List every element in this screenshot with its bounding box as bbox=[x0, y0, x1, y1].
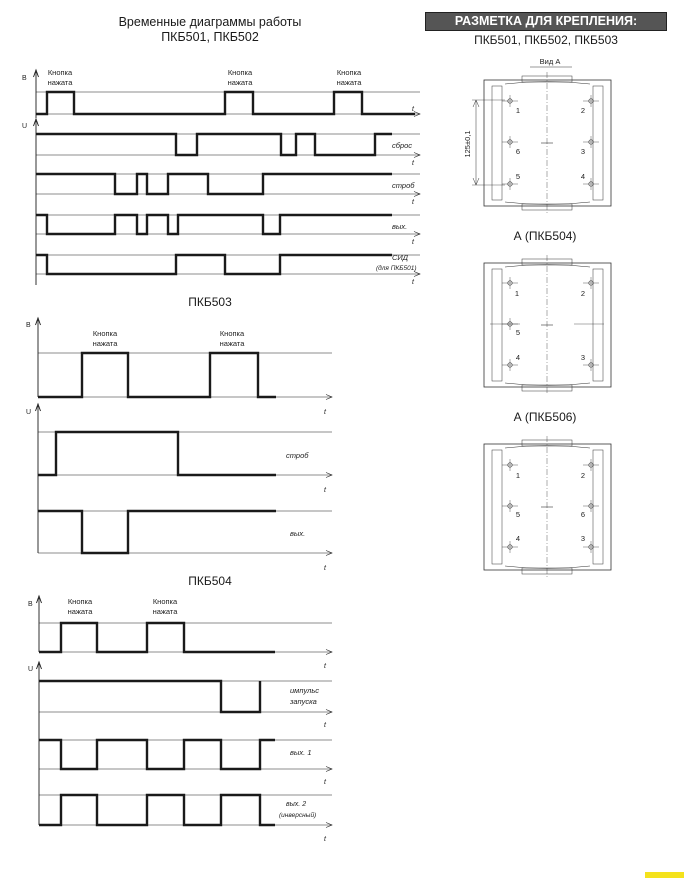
d3-b-trace bbox=[39, 623, 275, 652]
m1-hole-3-label: 3 bbox=[580, 147, 586, 156]
d2-b-label: B bbox=[26, 322, 31, 329]
d3-out1-t-label: t bbox=[324, 779, 326, 786]
decorative-strip bbox=[645, 872, 684, 878]
d2-press-label-b-1: Кнопка bbox=[219, 329, 245, 338]
d1-row1-t-label: t bbox=[412, 199, 414, 206]
d3-label-output2-note: (инверсный) bbox=[279, 812, 317, 819]
d1-label-strobe: строб bbox=[392, 181, 415, 190]
d3-press-label-b-1: Кнопка bbox=[152, 597, 178, 606]
d3-label-pulse-1: импульс bbox=[290, 686, 320, 695]
mount-pkb506-label: А (ПКБ506) bbox=[513, 410, 577, 424]
d2-b-trace bbox=[38, 353, 276, 397]
d3-label-output1: вых. 1 bbox=[290, 748, 312, 757]
m2-hole-1-label: 1 bbox=[514, 289, 520, 298]
m3-hole-4-label: 4 bbox=[515, 534, 521, 543]
d3-u-label: U bbox=[28, 666, 34, 673]
m1-dimension-label: 125±0,1 bbox=[463, 130, 472, 158]
mounting-banner: РАЗМЕТКА ДЛЯ КРЕПЛЕНИЯ: bbox=[425, 12, 667, 31]
d3-pulse-t-label: t bbox=[324, 722, 326, 729]
timing-title-line1: Временные диаграммы работы bbox=[118, 15, 302, 29]
d3-press-label-a-2: нажата bbox=[67, 607, 93, 616]
d2-label-output: вых. bbox=[290, 529, 306, 538]
d3-press-label-a-1: Кнопка bbox=[67, 597, 93, 606]
d3-label-pulse-2: запуска bbox=[290, 697, 317, 706]
m2-right-channel bbox=[593, 269, 603, 381]
d1-row3-t-label: t bbox=[412, 279, 414, 286]
d3-out2-t-label: t bbox=[324, 836, 326, 843]
d1-row2-t-label: t bbox=[412, 239, 414, 246]
m1-left-channel bbox=[492, 86, 502, 200]
d3-label-output2: вых. 2 bbox=[286, 801, 307, 808]
d1-label-led-note: (для ПКБ501) bbox=[376, 265, 417, 272]
m2-hole-2-label: 2 bbox=[580, 289, 586, 298]
m3-left-channel bbox=[492, 450, 502, 564]
d3-b-label: B bbox=[28, 601, 33, 608]
d3-trace-output2 bbox=[39, 795, 275, 825]
m3-hole-3-label: 3 bbox=[580, 534, 586, 543]
d1-u-label: U bbox=[22, 123, 28, 130]
m1-view-label: Вид А bbox=[539, 57, 561, 66]
d1-label-reset: сброс bbox=[392, 141, 413, 150]
d1-press-label-a-2: нажата bbox=[47, 78, 73, 87]
m2-hole-3-label: 3 bbox=[580, 353, 586, 362]
d3-press-label-b-2: нажата bbox=[152, 607, 178, 616]
d2-press-label-a-1: Кнопка bbox=[92, 329, 118, 338]
d2-strobe-t-label: t bbox=[324, 487, 326, 494]
pkb503-title: ПКБ503 bbox=[188, 295, 232, 309]
d2-press-label-a-2: нажата bbox=[92, 339, 118, 348]
m1-hole-5-label: 5 bbox=[515, 172, 521, 181]
d2-trace-strobe bbox=[38, 432, 276, 475]
m2-hole-5-label: 5 bbox=[515, 328, 521, 337]
m3-hole-6-label: 6 bbox=[580, 510, 586, 519]
m1-hole-2-label: 2 bbox=[580, 106, 586, 115]
d3-trace-output1 bbox=[39, 740, 275, 769]
mounting-drawings bbox=[472, 67, 611, 578]
m2-hole-4-label: 4 bbox=[515, 353, 521, 362]
d1-trace-led bbox=[36, 255, 392, 274]
d2-press-label-b-2: нажата bbox=[219, 339, 245, 348]
m1-right-channel bbox=[593, 86, 603, 200]
d2-b-t-label: t bbox=[324, 409, 326, 416]
d3-trace-pulse bbox=[39, 681, 260, 712]
d1-trace-output bbox=[36, 215, 392, 234]
timing-title-line2: ПКБ501, ПКБ502 bbox=[161, 30, 259, 44]
d1-b-label: B bbox=[22, 75, 27, 82]
m1-hole-6-label: 6 bbox=[515, 147, 521, 156]
d3-b-t-label: t bbox=[324, 663, 326, 670]
d1-trace-strobe bbox=[36, 174, 392, 194]
d1-press-label-b-2: нажата bbox=[227, 78, 253, 87]
d1-trace-reset bbox=[36, 134, 392, 155]
mounting-subtitle: ПКБ501, ПКБ502, ПКБ503 bbox=[474, 33, 618, 47]
d2-label-strobe: строб bbox=[286, 451, 309, 460]
m3-hole-1-label: 1 bbox=[515, 471, 521, 480]
d1-b-trace bbox=[36, 92, 415, 114]
m3-hole-5-label: 5 bbox=[515, 510, 521, 519]
timing-diagrams bbox=[34, 70, 421, 828]
d1-press-label-a-1: Кнопка bbox=[47, 68, 73, 77]
d1-label-output: вых. bbox=[392, 222, 408, 231]
m1-hole-4-label: 4 bbox=[580, 172, 586, 181]
d1-row0-t-label: t bbox=[412, 160, 414, 167]
d2-u-label: U bbox=[26, 409, 32, 416]
d1-press-label-c-2: нажата bbox=[336, 78, 362, 87]
m1-hole-1-label: 1 bbox=[515, 106, 521, 115]
m3-hole-2-label: 2 bbox=[580, 471, 586, 480]
d2-out-t-label: t bbox=[324, 565, 326, 572]
d1-b-t-label: t bbox=[412, 106, 414, 113]
mount-pkb504-label: А (ПКБ504) bbox=[513, 229, 577, 243]
d1-label-led: СИД bbox=[392, 253, 409, 262]
d1-press-label-c-1: Кнопка bbox=[336, 68, 362, 77]
d2-trace-output bbox=[38, 511, 276, 553]
d1-press-label-b-1: Кнопка bbox=[227, 68, 253, 77]
pkb504-title: ПКБ504 bbox=[188, 574, 232, 588]
m2-left-channel bbox=[492, 269, 502, 381]
